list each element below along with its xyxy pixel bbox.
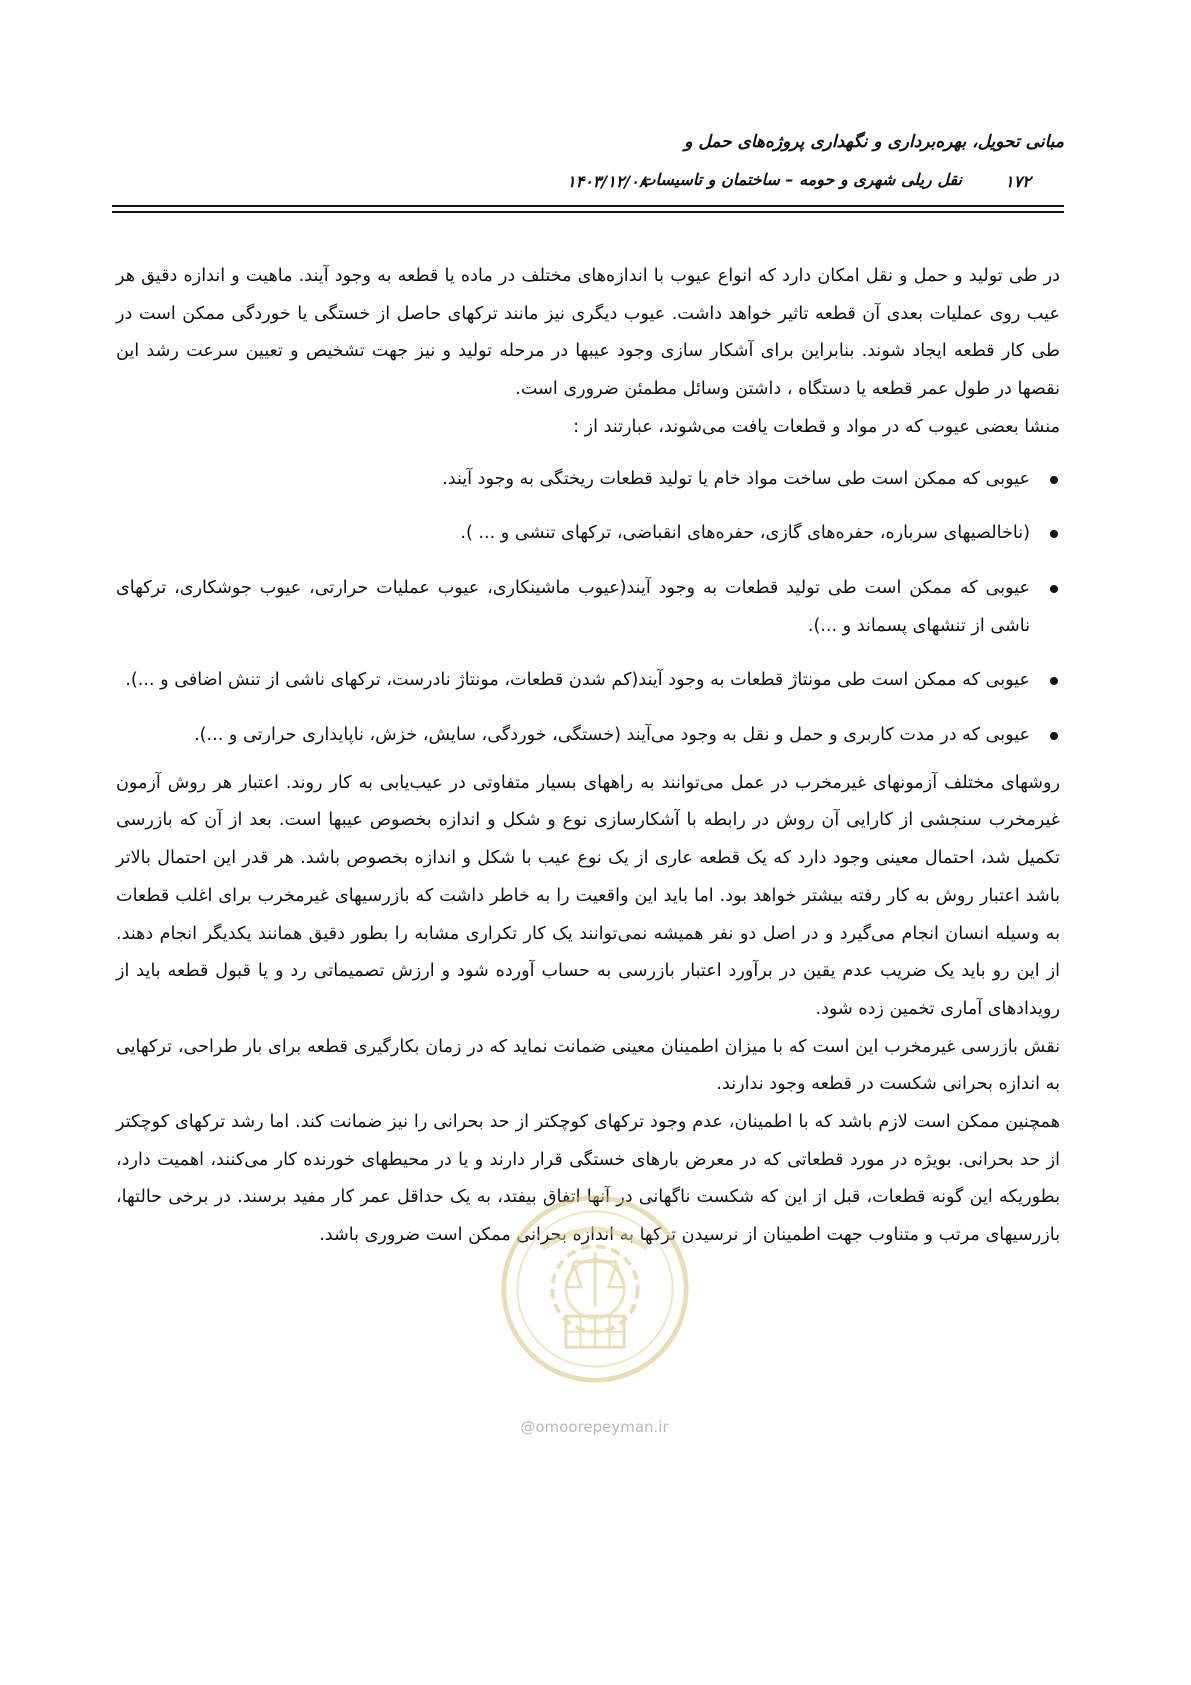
bullet-icon bbox=[1050, 530, 1058, 538]
header-title-line2: نقل ریلی شهری و حومه – ساختمان و تاسیسات bbox=[640, 170, 962, 189]
page-body bbox=[116, 258, 1060, 1255]
list-item: عیوبی که ممکن است طی ساخت مواد خام یا تولید قطعات ریختگی به وجود آیند. bbox=[116, 461, 1030, 499]
defect-origin-list bbox=[116, 461, 1060, 755]
header-rule-bottom bbox=[112, 211, 1064, 213]
bullet-icon bbox=[1050, 476, 1058, 484]
paragraph-ndt-role: نقش بازرسی غیرمخرب این است که با میزان اطمینان معینی ضمانت نماید که در زمان بکارگیری قطعه برای بار طراحی، ترکهایی به اندازه بحرانی شکست در قطعه وجود ندارند. bbox=[116, 1036, 1060, 1095]
bullet-icon bbox=[1050, 732, 1058, 740]
paragraph-crack-growth: همچنین ممکن است لازم باشد که با اطمینان، عدم وجود ترکهای کوچکتر از حد بحرانی را نیز ضمانت کند. اما رشد ترکهای کوچکتر از حد بحرانی. بویژه در مورد قطعاتی که در معرض بارهای خستگی قرار دارند و یا در محیطهای خورنده کار می‌کنند، اهمیت دارد، بطوریکه این گونه قطعات، قبل از این که شکست ناگهانی در آنها اتفاق بیفتد، به یک حداقل عمر کار مفید برسند. در برخی حالتها، بازرسیهای مرتب و متناوب جهت اطمینان از نرسیدن ترکها به اندازه بحرانی ممکن است ضروری باشد. bbox=[116, 1112, 1060, 1246]
list-item: عیوبی که در مدت کاربری و حمل و نقل به وجود می‌آیند (خستگی، خوردگی، سایش، خزش، ناپایداری حرارتی و ...). bbox=[116, 717, 1030, 755]
list-item: (ناخالصیهای سرباره، حفره‌های گازی، حفره‌های انقباضی، ترکهای تنشی و ... ). bbox=[116, 515, 1030, 553]
bullet-icon bbox=[1050, 585, 1058, 593]
bullet-icon bbox=[1050, 677, 1058, 685]
paragraph-intro: در طی تولید و حمل و نقل امکان دارد که انواع عیوب با اندازه‌های مختلف در ماده یا قطعه به وجود آیند. ماهیت و اندازه دقیق هر عیب روی عملیات بعدی آن قطعه تاثیر خواهد داشت. عیوب دیگری نیز مانند ترکهای حاصل از خستگی یا خوردگی ممکن است در طی کار قطعه ایجاد شوند. بنابراین برای آشکار سازی وجود عیبها در مرحله تولید و نیز جهت تشخیص و تعیین سرعت رشد این نقصها در طول عمر قطعه یا دستگاه ، داشتن وسائل مطمئن ضروری است. bbox=[116, 266, 1060, 400]
list-item: عیوبی که ممکن است طی تولید قطعات به وجود آیند(عیوب ماشینکاری، عیوب عملیات حرارتی، عیوب جوشکاری، ترکهای ناشی از تنشهای پسماند و ...). bbox=[116, 570, 1030, 645]
omoor-peyman-seal-icon bbox=[498, 1192, 692, 1386]
header-title-line1: مبانی تحویل، بهره‌برداری و نگهداری پروژه‌های حمل و bbox=[684, 132, 1064, 152]
header-date: ۱۴۰۳/۱۲/۰۸ bbox=[567, 172, 648, 191]
paragraph-defect-origins: منشا بعضی عیوب که در مواد و قطعات یافت می‌شوند، عبارتند از : bbox=[573, 416, 1060, 437]
watermark-text: @omoorepeyman.ir bbox=[520, 1418, 669, 1436]
page-number: ۱۷۲ bbox=[1005, 172, 1031, 191]
paragraph-ndt-methods: روشهای مختلف آزمونهای غیرمخرب در عمل می‌توانند به راههای بسیار متفاوتی در عیب‌یابی به کار روند. اعتبار هر روش آزمون غیرمخرب سنجشی از کارایی آن روش در رابطه با آشکارسازی نوع و شکل و اندازه بخصوص عیبها است. بعد از آن که بازرسی تکمیل شد، احتمال معینی وجود دارد که یک قطعه عاری از یک نوع عیب با شکل و اندازه بخصوص باشد. هر قدر این احتمال بالاتر باشد اعتبار روش به کار رفته بیشتر خواهد بود. اما باید این واقعیت را به خاطر داشت که بازرسیهای غیرمخرب برای اغلب قطعات به وسیله انسان انجام می‌گیرد و در اصل دو نفر همیشه نمی‌توانند یک کار تکراری مشابه را بطور دقیق همانند یکدیگر انجام دهند. از این رو باید یک ضریب عدم یقین در برآورد اعتبار بازرسی به حساب آورده شود و ارزش تصمیماتی رد و یا قبول قطعه باید از رویدادهای آماری تخمین زده شود. bbox=[116, 772, 1060, 1019]
header-rule-top bbox=[112, 205, 1064, 207]
list-item: عیوبی که ممکن است طی مونتاژ قطعات به وجود آیند(کم شدن قطعات، مونتاژ نادرست، ترکهای ناشی از تنش اضافی و ...). bbox=[116, 662, 1030, 700]
